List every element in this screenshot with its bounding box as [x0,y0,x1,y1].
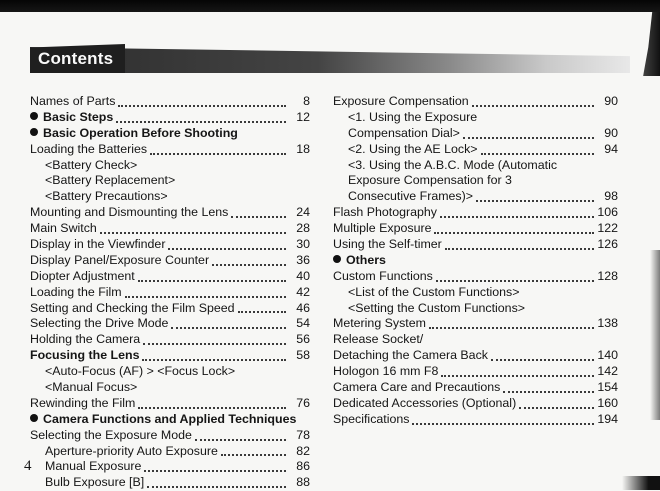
dot-leader [168,248,286,250]
toc-entry-label: Setting and Checking the Film Speed [30,300,235,315]
toc-entry-title [30,301,235,317]
toc-entry-label: Using the Self-timer [333,237,442,251]
toc-entry [30,285,310,301]
toc-entry-label: Camera Care and Precautions [333,380,501,395]
toc-entry-title [30,110,113,126]
toc-page-number: 126 [597,237,618,251]
toc-entry-label: Display Panel/Exposure Counter [30,252,210,267]
toc-entry-title [45,173,175,189]
dot-leader [212,264,286,266]
toc-entry-label: Exposure Compensation for 3 [348,173,512,188]
toc-entry [30,142,310,158]
page-number: 4 [24,458,32,474]
toc-entry [333,301,618,317]
toc-page-number: 160 [597,395,618,410]
toc-entry [333,380,618,396]
dot-leader [491,359,594,361]
toc-entry-label: Custom Functions [333,268,433,283]
dot-leader [519,407,594,409]
toc-entry-title [45,364,235,380]
toc-entry-label: Selecting the Exposure Mode [30,427,192,442]
dot-leader [138,280,286,282]
toc-entry [333,205,618,221]
toc-entry-label: Main Switch [30,221,97,236]
toc-page-number: 86 [296,459,310,474]
toc-entry-label: Display in the Viewfinder [30,237,166,251]
toc-page-number: 12 [296,109,310,124]
dot-leader [171,327,286,329]
page-edge-mark [634,12,660,76]
toc-entry-label: <2. Using the AE Lock> [348,141,478,156]
toc-entry [30,237,310,253]
toc-entry [333,253,618,269]
toc-entry-title [30,412,296,428]
toc-entry [30,475,310,491]
toc-page-number: 54 [296,316,310,331]
toc-entry [30,380,310,396]
toc-entry-title [30,221,97,237]
toc-page-number: 24 [296,205,310,220]
toc-entry-label: Holding the Camera [30,332,141,347]
dot-leader [138,407,286,409]
toc-entry [333,110,618,126]
page-title: Contents [38,49,114,68]
toc-entry-title [30,253,209,269]
toc-entry-label: Exposure Compensation [333,93,469,108]
toc-entry [30,332,310,348]
toc-entry-label: Specifications [333,411,410,426]
toc-entry-label: Mounting and Dismounting the Lens [30,205,229,220]
toc-entry-label: <Battery Precautions> [45,189,168,204]
binding-shadow [650,250,660,420]
toc-page-number: 154 [597,380,618,395]
toc-entry [30,301,310,317]
dot-leader [445,248,594,250]
dot-leader [476,200,594,202]
toc-entry [30,189,310,205]
toc-page-number: 42 [296,284,310,299]
dot-leader [436,280,594,282]
toc-entry-title [333,221,431,237]
toc-entry [333,142,618,158]
toc-page-number: 28 [296,221,310,236]
toc-entry [333,364,618,380]
toc-entry [333,269,618,285]
toc-entry-label: Diopter Adjustment [30,268,135,283]
toc-entry [333,173,618,189]
toc-page-number: 58 [296,348,310,363]
toc-entry-title [348,126,460,142]
toc-entry-title [348,189,473,205]
toc-entry [30,253,310,269]
dot-leader [195,439,286,441]
toc-entry [333,126,618,142]
bullet-icon [30,112,38,120]
toc-page-number: 94 [604,141,618,156]
toc-entry [30,459,310,475]
toc-entry [30,316,310,332]
toc-entry [30,364,310,380]
toc-entry-title [30,269,135,285]
toc-entry-label: Others [346,252,386,267]
toc-entry-title [333,364,438,380]
toc-entry-title [348,173,512,189]
toc-entry [30,110,310,126]
toc-entry-label: <Setting the Custom Functions> [348,300,526,315]
dot-leader [125,296,286,298]
toc-page-number: 30 [296,237,310,251]
toc-entry [30,348,310,364]
dot-leader [481,153,595,155]
toc-entry-title [333,253,386,269]
toc-page-number: 56 [296,332,310,347]
toc-page-number: 138 [597,316,618,331]
bullet-icon [30,128,38,136]
toc-entry [30,94,310,110]
dot-leader [412,423,594,425]
dot-leader [143,343,286,345]
dot-leader [100,232,286,234]
toc-entry [333,348,618,364]
toc-entry-label: Metering System [333,316,426,331]
toc-entry-label: Detaching the Camera Back [333,348,488,363]
toc-entry [333,412,618,428]
toc-entry-label: Camera Functions and Applied Techniques [43,411,297,426]
toc-entry [333,396,618,412]
toc-entry-label: Compensation Dial> [348,125,460,140]
toc-entry-title [30,126,238,142]
toc-entry-title [348,285,520,301]
toc-entry-label: Loading the Batteries [30,141,148,156]
toc-entry [30,412,310,428]
toc-entry-label: <Manual Focus> [45,380,138,395]
toc-entry [333,158,618,174]
dot-leader [440,216,594,218]
toc-page-number: 194 [597,411,618,426]
toc-entry-title [348,301,525,317]
toc-entry-label: <3. Using the A.B.C. Mode (Automatic [348,157,558,172]
toc-entry-label: <1. Using the Exposure [348,109,478,124]
toc-page-number: 88 [296,475,310,490]
toc-entry-title [45,444,218,460]
toc-entry [30,269,310,285]
toc-entry [30,428,310,444]
toc-entry [30,173,310,189]
toc-entry-label: <List of the Custom Functions> [348,284,520,299]
dot-leader [144,470,286,472]
toc-entry-title [45,459,141,475]
dot-leader [142,359,286,361]
toc-entry-title [30,428,192,444]
toc-page-number: 40 [296,268,310,283]
toc-entry-label: Flash Photography [333,205,438,220]
dot-leader [147,486,286,488]
dot-leader [221,454,286,456]
toc-entry-title [30,396,135,412]
toc-entry-label: Names of Parts [30,93,116,108]
toc-entry-title [348,158,557,174]
bullet-icon [30,414,38,422]
toc-entry [333,189,618,205]
toc-page-number: 82 [296,443,310,458]
toc-page-number: 128 [597,268,618,283]
dot-leader [434,232,594,234]
toc-entry-label: Consecutive Frames)> [348,189,473,204]
toc-entry-label: Release Socket/ [333,332,424,347]
toc-entry-label: Focusing the Lens [30,348,140,363]
toc-entry-label: Dedicated Accessories (Optional) [333,395,517,410]
toc-entry-title [333,94,469,110]
toc-entry-title [333,237,442,253]
dot-leader [116,121,286,123]
top-border [0,0,660,12]
toc-entry [333,285,618,301]
page-corner-mark [622,476,660,490]
toc-page-number: 90 [604,125,618,140]
toc-entry-label: Multiple Exposure [333,221,432,236]
toc-entry [333,316,618,332]
toc-entry-title [30,205,228,221]
toc-entry-label: Manual Exposure [45,459,142,474]
toc-entry [333,94,618,110]
toc-page-number: 18 [296,141,310,156]
toc-entry-label: Rewinding the Film [30,395,136,410]
toc-entry-label: Loading the Film [30,284,122,299]
toc-entry-title [30,285,122,301]
toc-entry-label: <Battery Check> [45,157,138,172]
toc-entry-title [30,142,147,158]
dot-leader [238,311,286,313]
toc-entry [30,396,310,412]
toc-entry-title [333,332,423,348]
toc-entry [30,444,310,460]
toc-page-number: 106 [597,205,618,220]
toc-entry-title [348,110,477,126]
dot-leader [231,216,286,218]
toc-page-number: 122 [597,221,618,236]
toc-entry-label: Basic Steps [43,109,114,124]
toc-entry [30,158,310,174]
toc-entry-label: Aperture-priority Auto Exposure [45,443,218,458]
toc-entry-label: <Battery Replacement> [45,173,176,188]
dot-leader [463,137,594,139]
dot-leader [150,153,286,155]
toc-entry-label: <Auto-Focus (AF) > <Focus Lock> [45,364,236,379]
toc-page-number: 76 [296,395,310,410]
toc-page-number: 90 [604,93,618,108]
toc-entry-title [333,412,409,428]
toc-page-number: 142 [597,364,618,379]
toc-entry-title [333,316,426,332]
toc-page-number: 8 [303,93,310,108]
dot-leader [429,327,594,329]
toc-entry-label: Basic Operation Before Shooting [43,125,238,140]
toc-entry-title [45,189,168,205]
toc-entry [333,237,618,253]
toc-page-number: 78 [296,427,310,442]
toc-entry-title [30,316,168,332]
toc-entry-title [30,237,165,253]
toc-page-number: 140 [597,348,618,363]
toc-entry [333,332,618,348]
toc-entry [30,126,310,142]
toc-entry-title [30,94,115,110]
toc-page-number: 98 [604,189,618,204]
contents-left-column [30,94,310,491]
toc-entry-title [45,380,137,396]
toc-entry-title [45,158,137,174]
toc-entry-label: Hologon 16 mm F8 [333,364,439,379]
toc-entry-title [30,332,140,348]
toc-entry-title [333,269,433,285]
toc-entry-title [333,380,500,396]
toc-entry-title [348,142,478,158]
toc-entry-label: Bulb Exposure [B] [45,475,145,490]
toc-entry-label: Selecting the Drive Mode [30,316,169,331]
toc-entry-title [45,475,144,491]
contents-right-column [333,94,618,428]
toc-entry-title [333,348,488,364]
dot-leader [472,105,594,107]
toc-entry [30,221,310,237]
toc-entry [30,205,310,221]
bullet-icon [333,255,341,263]
toc-page-number: 46 [296,300,310,315]
dot-leader [503,391,594,393]
toc-page-number: 36 [296,252,310,267]
toc-entry-title [30,348,139,364]
toc-entry-title [333,205,437,221]
toc-entry [333,221,618,237]
dot-leader [441,375,594,377]
dot-leader [118,105,286,107]
toc-entry-title [333,396,516,412]
